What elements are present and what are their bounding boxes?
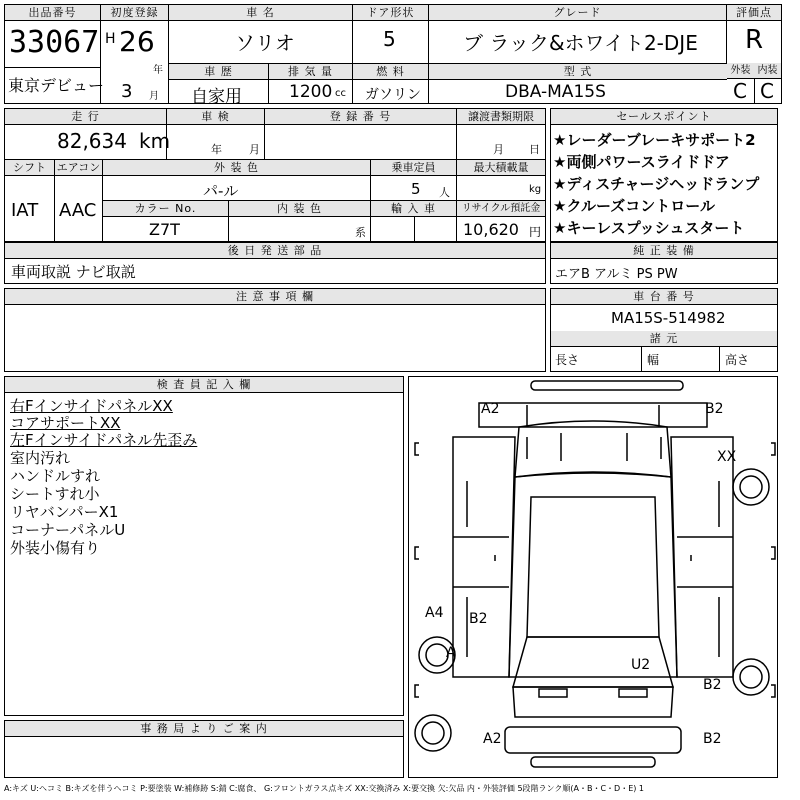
damage-mark: A4	[425, 605, 444, 621]
displacement-label: 排 気 量	[269, 64, 352, 80]
model-code-label: 型 式	[429, 64, 727, 80]
damage-mark: B2	[703, 731, 722, 747]
color-no-cell	[103, 201, 229, 242]
venue-name: 東京デビュー	[8, 76, 105, 95]
wheel-fr	[733, 469, 769, 505]
month-unit: 月	[149, 91, 159, 102]
front-bumper-strip	[531, 381, 683, 390]
history-cell	[169, 64, 269, 107]
equipment-box	[550, 242, 778, 284]
sales-point-item: ★クルーズコントロール	[553, 197, 715, 215]
damage-mark: B2	[705, 401, 724, 417]
car-diagram-box	[408, 376, 778, 778]
history-label: 車 歴	[169, 64, 268, 80]
load-cell	[457, 160, 545, 200]
ext-score-value: C	[733, 79, 747, 103]
recycle-value: 10,620	[463, 220, 519, 239]
mileage-unit: km	[139, 129, 171, 153]
displacement-value: 1200	[289, 82, 333, 102]
color-no-value: Z7T	[149, 220, 180, 239]
damage-mark: A2	[481, 401, 500, 417]
int-color-cell	[229, 201, 371, 242]
inspection-month-unit: 月	[249, 143, 260, 156]
int-color-label: 内 装 色	[229, 201, 370, 217]
ext-color-value: パ-ル	[203, 182, 239, 200]
car-name: ソリオ	[235, 31, 295, 55]
displacement-unit: cc	[335, 88, 346, 99]
chassis-number: MA15S-514982	[611, 309, 726, 327]
inspection-year-unit: 年	[211, 143, 222, 156]
damage-mark: A	[446, 645, 456, 661]
office-box	[4, 720, 404, 778]
first-reg-label: 初度登録	[101, 5, 168, 21]
reg-year: 26	[119, 25, 155, 58]
lot-label: 出品番号	[5, 5, 100, 21]
model-code-cell	[429, 64, 727, 103]
damage-mark: A2	[483, 731, 502, 747]
top-info-block	[4, 4, 782, 107]
wheel-rr	[733, 659, 769, 695]
doors-label: ドア形状	[353, 5, 428, 21]
shift-value: IAT	[11, 200, 39, 221]
history-value: 自家用	[191, 87, 242, 107]
load-unit: kg	[529, 184, 542, 195]
inspection-cell	[167, 109, 265, 159]
dim-length-label: 長さ	[555, 353, 580, 367]
recycle-cell	[457, 201, 545, 242]
inspector-line: リヤバンパーX1	[10, 503, 119, 521]
dim-height-label: 高さ	[725, 353, 750, 367]
capacity-label: 乗車定員	[371, 160, 456, 176]
mileage-value: 82,634	[57, 129, 127, 153]
recycle-unit: 円	[529, 225, 542, 239]
score-value: R	[745, 25, 764, 55]
later-parts-box	[4, 242, 546, 284]
fuel-label: 燃 料	[353, 64, 428, 80]
inspector-line: ハンドルすれ	[10, 467, 101, 485]
color-no-label: カラー No.	[103, 201, 228, 217]
office-label: 事 務 局 よ り ご 案 内	[5, 721, 403, 737]
mileage-label: 走 行	[5, 109, 166, 125]
equipment-label: 純 正 装 備	[551, 243, 777, 259]
damage-mark: B2	[469, 611, 488, 627]
capacity-unit: 人	[439, 186, 450, 199]
inspector-line: シートすれ小	[10, 485, 100, 503]
later-parts-label: 後 日 発 送 部 品	[5, 243, 545, 259]
model-code-value: DBA-MA15S	[505, 82, 606, 102]
int-score-value: C	[760, 79, 774, 103]
notes-label: 注 意 事 項 欄	[5, 289, 545, 305]
lot-number: 33067	[9, 25, 100, 60]
doors-cell	[353, 5, 429, 63]
aircon-value: AAC	[59, 200, 97, 221]
inspector-line: 室内汚れ	[10, 449, 71, 467]
grade-label: グレード	[429, 5, 726, 21]
lot-cell	[5, 5, 105, 103]
fuel-value: ガソリン	[365, 87, 421, 103]
int-color-unit: 系	[355, 226, 366, 239]
ext-color-cell	[103, 160, 371, 200]
recycle-label: リサイクル預託金	[457, 201, 545, 217]
dims-label: 諸 元	[551, 331, 777, 347]
ext-score-label: 外装	[727, 63, 754, 79]
capacity-cell	[371, 160, 457, 200]
inspector-line: 左Fインサイドパネル先歪み	[10, 431, 198, 449]
spare-wheel	[415, 715, 451, 751]
transfer-day-unit: 日	[529, 143, 540, 156]
vehicle-spec-block	[4, 108, 546, 242]
transfer-month-unit: 月	[493, 143, 504, 156]
era: H	[105, 31, 116, 47]
reg-no-label: 登 録 番 号	[265, 109, 456, 125]
sales-point-item: ★両側パワースライドドア	[553, 153, 730, 171]
mileage-cell	[5, 109, 171, 159]
sales-point-item: ★キーレスプッシュスタート	[553, 219, 745, 237]
inspector-line: コーナーパネルU	[10, 521, 126, 539]
score-cell	[727, 5, 781, 103]
inspector-line: 右FインサイドパネルXX	[10, 397, 173, 415]
later-parts-value: 車両取説 ナビ取説	[11, 263, 136, 281]
car-name-cell	[169, 5, 353, 63]
damage-mark: B2	[703, 677, 722, 693]
transfer-cell	[457, 109, 545, 159]
load-label: 最大積載量	[457, 160, 545, 176]
chassis-box	[550, 288, 778, 372]
sales-point-item: ★ディスチャージヘッドランプ	[553, 175, 760, 193]
first-reg-cell	[101, 5, 169, 103]
int-score-label: 内装	[754, 63, 781, 79]
ext-color-label: 外 装 色	[103, 160, 370, 176]
shift-cell	[5, 160, 55, 241]
inspector-line: 外装小傷有り	[10, 539, 101, 557]
legend-footer: A:キズ U:ヘコミ B:キズを伴うヘコミ P:要塗装 W:補修跡 S:錆 C:腐食、 G:フロントガラス点キズ XX:交換済み X:要交換 欠:欠品 内・外装評価 5段階ランク順(A・B・C・D・E) 1	[4, 784, 645, 793]
sales-points-label: セールスポイント	[551, 109, 777, 125]
reg-no-cell	[265, 109, 457, 159]
front-outline	[479, 403, 707, 427]
notes-box	[4, 288, 546, 372]
grade-cell	[429, 5, 727, 63]
shift-label: シフト	[5, 160, 54, 176]
hood	[515, 421, 671, 477]
displacement-cell	[269, 64, 353, 103]
inspector-label: 検 査 員 記 入 欄	[5, 377, 403, 393]
inspection-label: 車 検	[167, 109, 264, 125]
roof	[509, 473, 677, 677]
transfer-label: 譲渡書類期限	[457, 109, 545, 125]
import-label: 輸 入 車	[371, 201, 456, 217]
capacity-value: 5	[411, 180, 421, 198]
damage-mark: XX	[717, 449, 737, 465]
car-name-label: 車 名	[169, 5, 352, 21]
aircon-cell	[55, 160, 103, 241]
inspector-line: コアサポートXX	[10, 414, 121, 432]
sales-points-box	[550, 108, 778, 242]
doors-value: 5	[383, 27, 396, 51]
equipment-value: エアB アルミ PS PW	[555, 267, 678, 282]
inspector-box	[4, 376, 404, 716]
body-outline	[453, 437, 515, 677]
import-cell	[371, 201, 457, 242]
aircon-label: エアコン	[56, 161, 101, 174]
score-label: 評価点	[727, 5, 781, 21]
chassis-label: 車 台 番 号	[551, 289, 777, 305]
grade-value: ブ ラック&ホワイト2-DJE	[463, 31, 698, 55]
rear-bumper-strip	[505, 727, 681, 753]
fuel-cell	[353, 64, 429, 103]
year-unit: 年	[153, 65, 163, 76]
car-diagram	[409, 377, 777, 777]
sales-point-item: ★レーダーブレーキサポート2	[553, 131, 756, 149]
dim-width-label: 幅	[647, 353, 660, 367]
damage-mark: U2	[631, 657, 651, 673]
reg-month: 3	[121, 81, 133, 102]
